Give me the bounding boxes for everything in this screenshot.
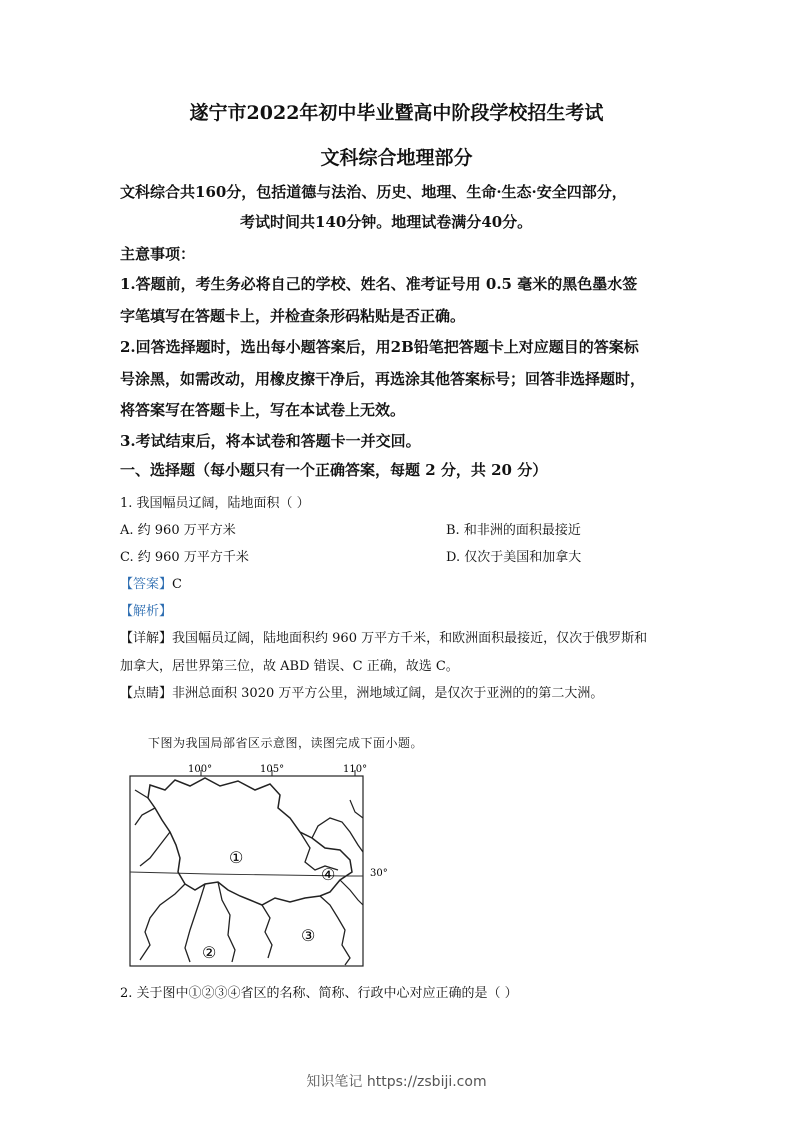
answer-value: C [172,577,182,592]
latitude-line-30 [130,872,363,876]
q1-answer [120,573,182,592]
detail-text: 我国幅员辽阔，陆地面积约 960 万平方千米，和欧洲面积最接近，仅次于俄罗斯和 [172,631,648,646]
note-2-line-3: 将答案写在答题卡上，写在本试卷上无效。 [120,401,406,419]
note-2-line-2: 号涂黑，如需改动，用橡皮擦干净后，再选涂其他答案标号；回答非选择题时， [120,370,646,388]
q1-tip [120,682,603,701]
boundary-region-4 [300,818,363,870]
lon-label-100: 100° [188,764,213,775]
page-title: 遂宁市2022年初中毕业暨高中阶段学校招生考试 [189,102,604,124]
q2-stem: 2. 关于图中①②③④省区的名称、简称、行政中心对应正确的是（ ） [120,986,518,1001]
map-intro: 下图为我国局部省区示意图，读图完成下面小题。 [148,736,424,750]
q1-option-c: C. 约 960 万平方千米 [120,550,249,565]
q1-stem: 1. 我国幅员辽阔，陆地面积（ ） [120,496,310,511]
note-3: 3.考试结束后，将本试卷和答题卡一并交回。 [120,432,421,450]
q1-option-a: A. 约 960 万平方米 [120,523,236,538]
region-label-1: ① [229,848,244,867]
boundary-west [135,790,185,960]
map-frame [130,776,363,966]
analysis-tag: 【解析】 [120,604,173,619]
lon-label-110: 110° [343,764,368,775]
note-1-line-2: 字笔填写在答题卡上，并检查条形码粘贴是否正确。 [120,307,466,325]
intro-line-2: 考试时间共140分钟。地理试卷满分40分。 [240,213,533,231]
note-1-line-1: 1.答题前，考生务必将自己的学校、姓名、准考证号用 0.5 毫米的黑色墨水签 [120,275,638,293]
boundary-region-2 [185,882,235,962]
boundary-east [340,800,363,905]
notes-heading: 主意事项： [120,245,196,263]
tip-text: 非洲总面积 3020 万平方公里，洲地域辽阔，是仅次于亚洲的的第二大洲。 [172,686,604,701]
region-label-3: ③ [301,926,316,945]
boundary-region-3 [262,896,350,965]
lat-label-30: 30° [370,868,388,879]
boundary-region-1 [148,778,352,905]
answer-tag: 【答案】 [120,577,173,592]
intro-line-1: 文科综合共160分，包括道德与法治、历史、地理、生命·生态·安全四部分， [120,183,627,201]
section-heading: 一、选择题（每小题只有一个正确答案，每题 2 分，共 20 分） [120,461,548,479]
region-label-2: ② [202,943,217,962]
q1-option-d: D. 仅次于美国和加拿大 [446,550,582,565]
q1-detail-line-1 [120,627,647,646]
detail-tag: 【详解】 [120,631,173,646]
lon-label-105: 105° [260,764,285,775]
q1-option-b: B. 和非洲的面积最接近 [446,523,581,538]
page-subtitle: 文科综合地理部分 [320,147,473,169]
q1-detail-line-2: 加拿大，居世界第三位，故 ABD 错误、C 正确，故选 C。 [120,659,459,674]
tip-tag: 【点睛】 [120,686,173,701]
note-2-line-1: 2.回答选择题时，选出每小题答案后，用2B铅笔把答题卡上对应题目的答案标 [120,338,639,356]
footer-watermark: 知识笔记 https://zsbiji.com [306,1074,487,1090]
region-label-4: ④ [321,865,336,884]
